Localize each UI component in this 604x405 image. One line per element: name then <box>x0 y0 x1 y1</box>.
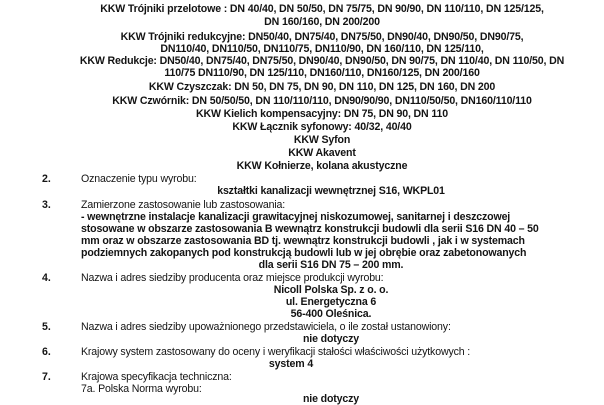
product-line: KKW Czyszczak: DN 50, DN 75, DN 90, DN 110, DN 125, DN 160, DN 200 <box>148 81 496 93</box>
section-number: 6. <box>42 346 51 358</box>
section-label: Krajowy system zastosowany do oceny i weryfikacji stałości właściwości użytkowych : <box>81 346 471 358</box>
section-label: Oznaczenie typu wyrobu: <box>81 173 197 185</box>
producer-street: ul. Energetyczna 6 <box>285 296 377 308</box>
product-line: KKW Łącznik syfonowy: 40/32, 40/40 <box>232 121 412 133</box>
producer-city: 56-400 Oleśnica. <box>290 308 372 320</box>
product-line: KKW Trójniki redukcyjne: DN50/40, DN75/40, DN75/50, DN90/40, DN90/50, DN90/75, <box>120 31 524 43</box>
product-line: KKW Akavent <box>288 147 356 159</box>
product-line: DN 160/160, DN 200/200 <box>264 16 380 28</box>
product-line: KKW Redukcje: DN50/40, DN75/40, DN75/50, DN90/40, DN90/50, DN 90/75, DN 110/40, DN 110/50, DN <box>79 55 565 67</box>
section-label: Zamierzone zastosowanie lub zastosowania: <box>81 199 286 211</box>
section-text-line: mm oraz w obszarze zastosowania BD tj. wewnątrz konstrukcji budowli , jak i w systemach <box>81 235 525 247</box>
section-value: nie dotyczy <box>302 393 360 405</box>
product-line: KKW Kielich kompensacyjny: DN 75, DN 90, DN 110 <box>196 108 448 120</box>
product-line: KKW Syfon <box>293 134 351 146</box>
section-sublabel: 7a. Polska Norma wyrobu: <box>81 383 202 395</box>
section-text-line: - wewnętrzne instalacje kanalizacji grawitacyjnej niskozumowej, sanitarnej i deszczowej <box>81 211 511 223</box>
section-label: Nazwa i adres siedziby upoważnionego przedstawiciela, o ile został ustanowiony: <box>81 321 451 333</box>
section-value: system 4 <box>268 358 314 370</box>
section-text-line: podziemnych zakopanych pod konstrukcją budowli lub w jej obrębie oraz zabetonowanych <box>81 247 527 259</box>
section-number: 4. <box>42 272 51 284</box>
product-line: 110/75 DN110/90, DN 125/110, DN160/110, DN160/125, DN 200/160 <box>164 67 480 79</box>
product-line: KKW Czwórnik: DN 50/50/50, DN 110/110/110, DN90/90/90, DN110/50/50, DN160/110/110 <box>112 95 532 107</box>
section-number: 3. <box>42 199 51 211</box>
section-number: 7. <box>42 371 51 383</box>
section-value: kształtki kanalizacji wewnętrznej S16, WKPL01 <box>217 185 445 197</box>
producer-name: Nicoll Polska Sp. z o. o. <box>273 284 389 296</box>
section-value: nie dotyczy <box>302 333 360 345</box>
section-number: 2. <box>42 173 51 185</box>
section-number: 5. <box>42 321 51 333</box>
section-text-line: stosowane w obszarze zastosowania B wewnątrz konstrukcji budowli dla serii S16 DN 40 – 50 <box>81 223 539 235</box>
section-label: Krajowa specyfikacja techniczna: <box>81 371 232 383</box>
product-line: KKW Kołnierze, kolana akustyczne <box>236 160 408 172</box>
product-line: KKW Trójniki przelotowe : DN 40/40, DN 50/50, DN 75/75, DN 90/90, DN 110/110, DN 125/125, <box>100 3 544 15</box>
section-label: Nazwa i adres siedziby producenta oraz miejsce produkcji wyrobu: <box>81 272 384 284</box>
product-line: DN110/40, DN110/50, DN110/75, DN110/90, DN 160/110, DN 125/110, <box>160 43 484 55</box>
section-text-line: dla serii S16 DN 75 – 200 mm. <box>258 259 404 271</box>
